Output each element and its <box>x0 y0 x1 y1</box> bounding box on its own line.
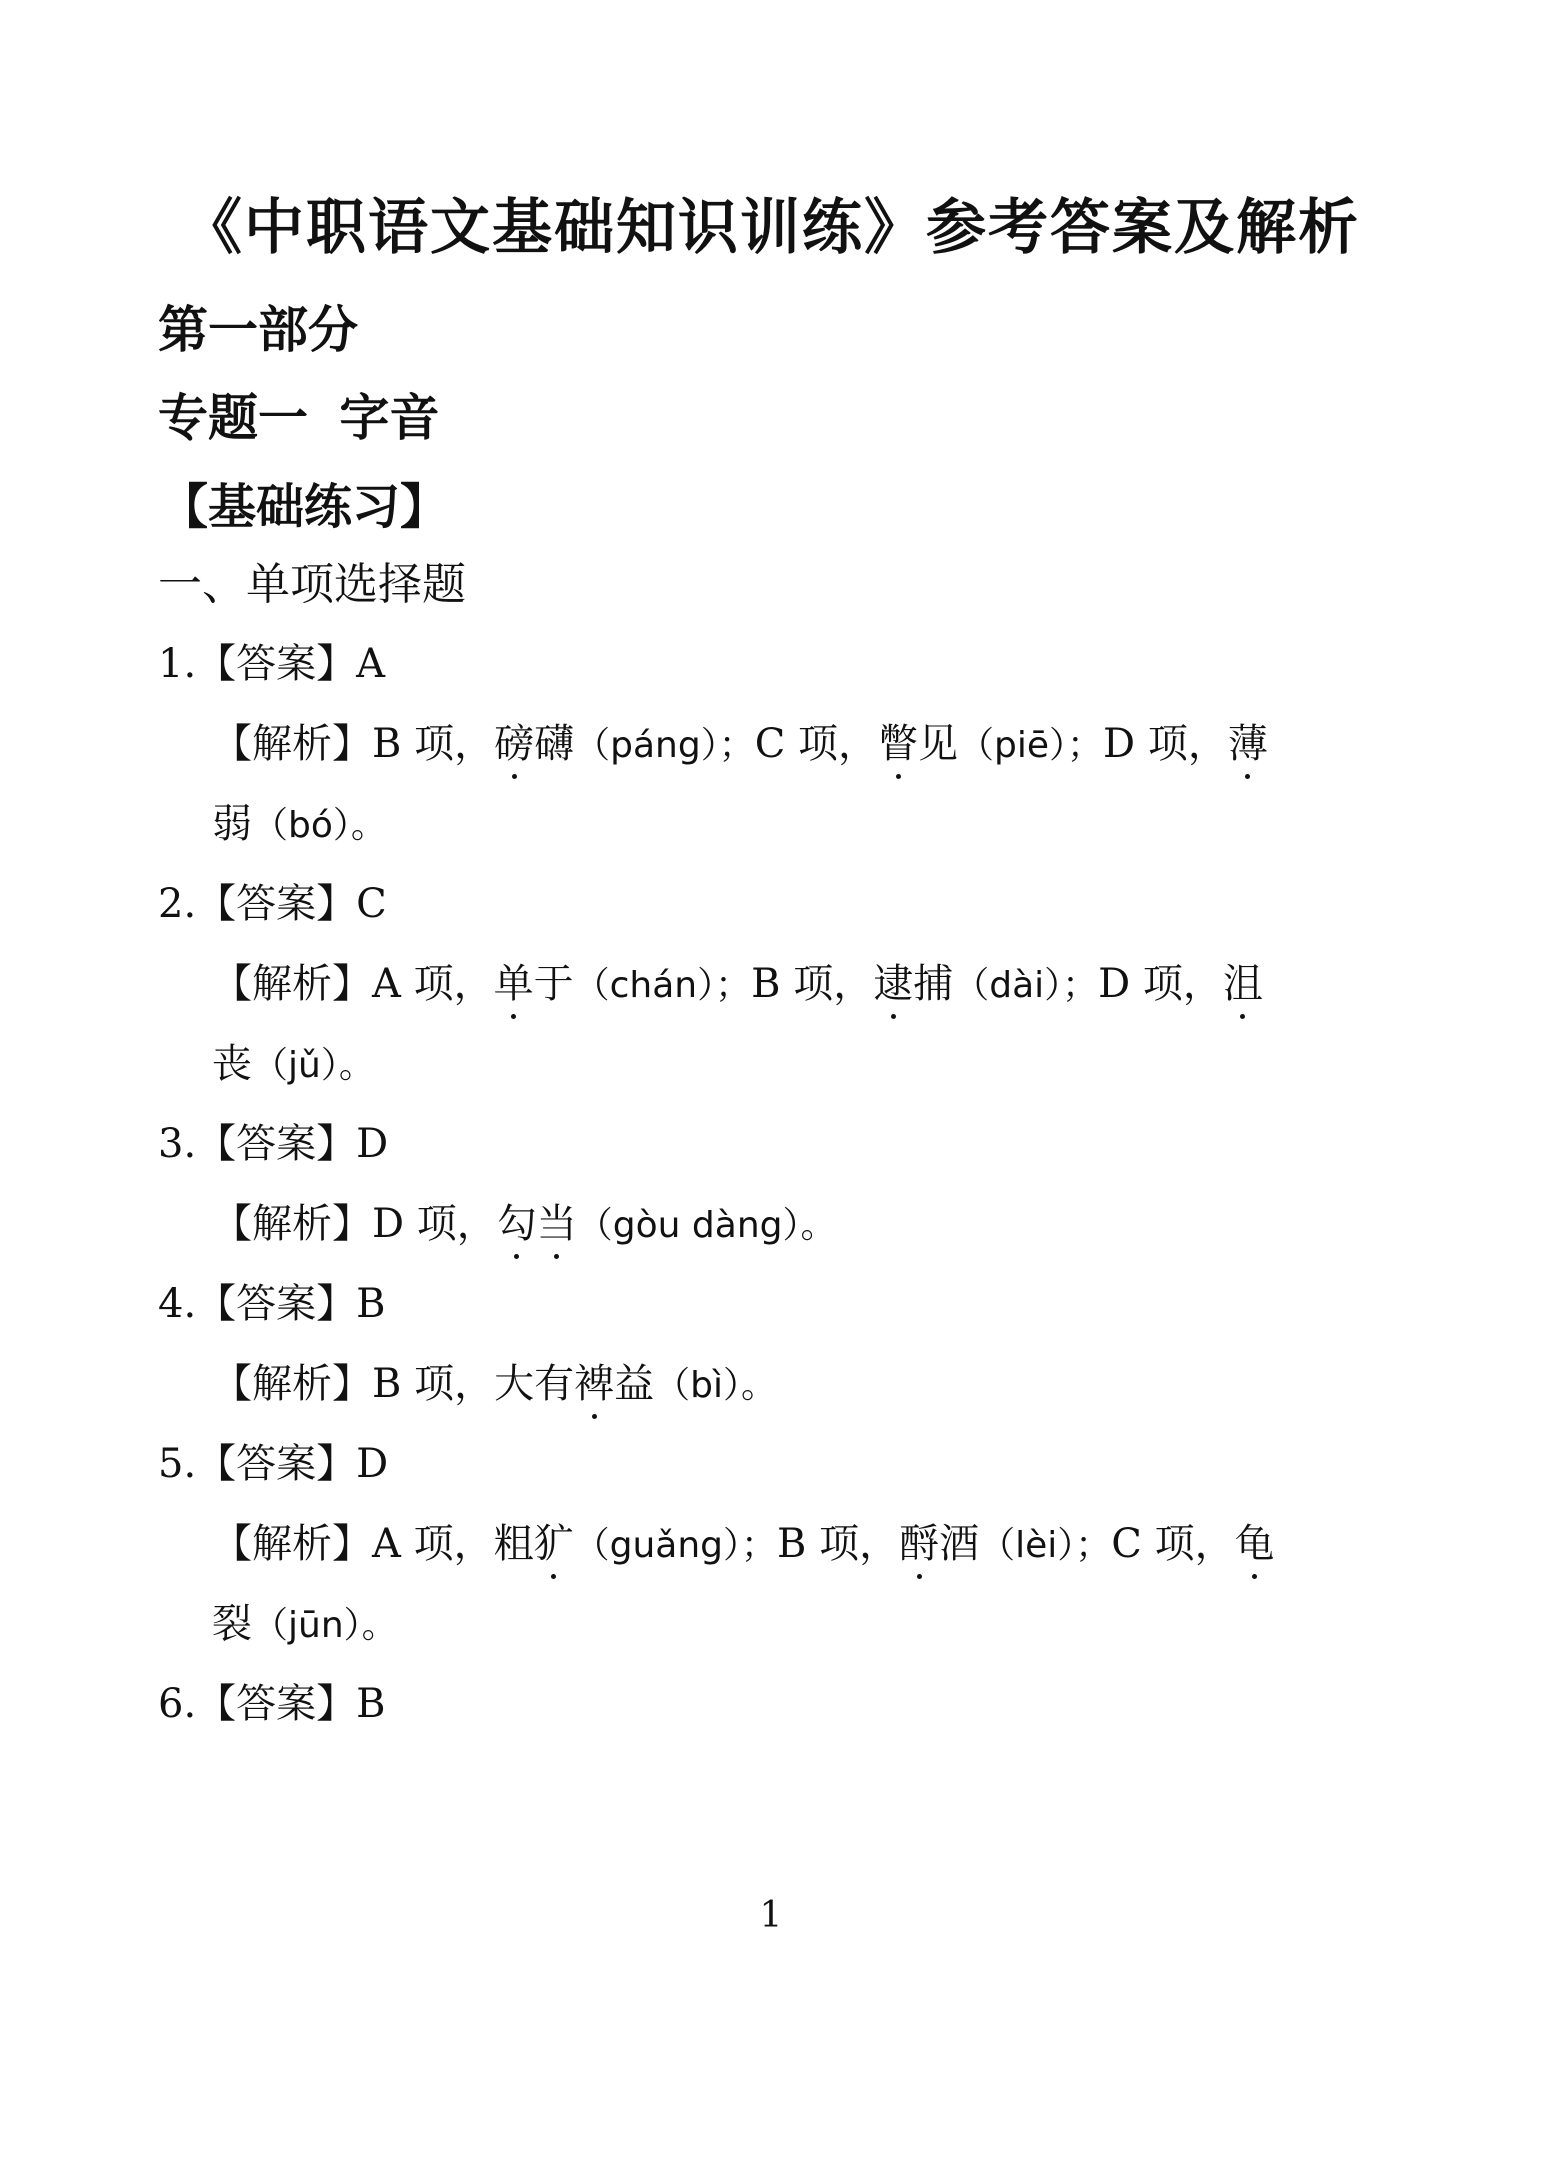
emphasized-char: 勾 <box>497 1192 537 1249</box>
explanation-cont-5: 裂（jūn）。 <box>212 1601 398 1647</box>
emphasized-char: 瞥 <box>878 712 918 769</box>
explanation-label: 【解析】 <box>212 1521 372 1567</box>
answer-line-2: 2.【答案】C <box>158 881 387 927</box>
emphasized-char: 逮 <box>873 952 913 1009</box>
explanation-line-1: 【解析】B 项，磅礴（páng）；C 项，瞥见（piē）；D 项，薄 <box>212 712 1268 769</box>
emphasized-char: 磅 <box>494 712 534 769</box>
explanation-cont-2: 丧（jǔ）。 <box>212 1041 375 1087</box>
answer-line-6: 6.【答案】B <box>158 1681 386 1727</box>
explanation-line-5: 【解析】A 项，粗犷（guǎng）；B 项，酹酒（lèi）；C 项，龟 <box>212 1512 1275 1569</box>
answer-line-4: 4.【答案】B <box>158 1281 386 1327</box>
part-heading: 第一部分 <box>158 301 358 359</box>
pinyin: （bì）。 <box>654 1365 777 1406</box>
emphasized-char: 当 <box>537 1192 577 1249</box>
pinyin: （guǎng）； <box>573 1525 778 1566</box>
explanation-cont-1: 弱（bó）。 <box>212 801 387 847</box>
pinyin: （dài）； <box>953 965 1099 1006</box>
pinyin: （bó）。 <box>252 805 387 846</box>
section-heading: 一、单项选择题 <box>158 559 466 610</box>
emphasized-char: 酹 <box>899 1512 939 1569</box>
page-number: 1 <box>759 1895 783 1936</box>
answer-line-3: 3.【答案】D <box>158 1121 389 1167</box>
explanation-line-4: 【解析】B 项，大有裨益（bì）。 <box>212 1352 777 1409</box>
emphasized-char: 犷 <box>534 1512 574 1569</box>
drill-heading: 【基础练习】 <box>160 479 449 535</box>
emphasized-char: 裨 <box>574 1352 614 1409</box>
pinyin: （chán）； <box>573 965 752 1006</box>
emphasized-char: 单 <box>494 952 534 1009</box>
pinyin: （gòu dàng）。 <box>576 1205 837 1246</box>
page-title: 《中职语文基础知识训练》参考答案及解析 <box>182 193 1360 263</box>
emphasized-char: 薄 <box>1228 712 1268 769</box>
explanation-label: 【解析】 <box>212 961 372 1007</box>
explanation-line-3: 【解析】D 项，勾当（gòu dàng）。 <box>212 1192 837 1249</box>
answer-line-5: 5.【答案】D <box>158 1441 389 1487</box>
pinyin: （jūn）。 <box>252 1605 398 1646</box>
explanation-label: 【解析】 <box>212 721 372 767</box>
emphasized-char: 龟 <box>1235 1512 1275 1569</box>
explanation-label: 【解析】 <box>212 1201 372 1247</box>
answer-line-1: 1.【答案】A <box>158 641 386 687</box>
pinyin: （páng）； <box>574 725 755 766</box>
explanation-line-2: 【解析】A 项，单于（chán）；B 项，逮捕（dài）；D 项，沮 <box>212 952 1263 1009</box>
emphasized-char: 沮 <box>1223 952 1263 1009</box>
pinyin: （jǔ）。 <box>252 1045 375 1086</box>
pinyin: （lèi）； <box>979 1525 1112 1566</box>
topic-heading: 专题一 字音 <box>158 389 440 447</box>
explanation-label: 【解析】 <box>212 1361 372 1407</box>
pinyin: （piē）； <box>958 725 1104 766</box>
